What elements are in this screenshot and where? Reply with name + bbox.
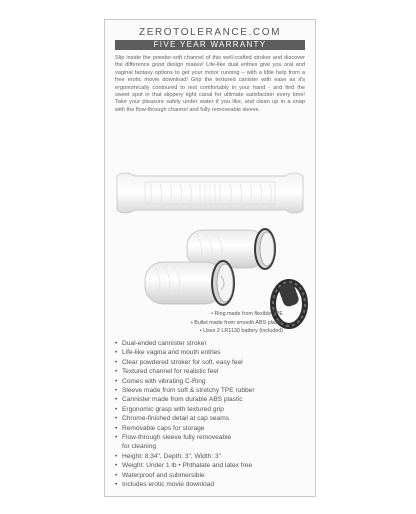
bullet-icon: •: [115, 405, 118, 413]
bullet-icon: •: [115, 358, 118, 366]
bullet-icon: •: [115, 396, 118, 404]
bullet-icon: •: [115, 415, 118, 423]
feature-item: • Clear powdered stroker for soft, easy feel: [115, 358, 243, 366]
feature-item: • Height: 8.34", Depth: 3", Width: 3": [115, 452, 222, 460]
spec-note: • Bullet made from smooth ABS plastic: [190, 319, 283, 326]
feature-item: • Comes with vibrating C-Ring: [115, 377, 206, 385]
product-illustration: [105, 166, 315, 331]
feature-item: • Life-like vagina and mouth entries: [115, 349, 221, 357]
feature-list: [115, 339, 310, 490]
bullet-icon: •: [115, 377, 118, 385]
feature-item: • Sleeve made from soft & stretchy TPE rubber: [115, 387, 255, 395]
canister-illustration-front: [145, 261, 234, 305]
feature-item: • Cannister made from durable ABS plastic: [115, 396, 243, 404]
bullet-icon: •: [115, 368, 118, 376]
bullet-icon: •: [115, 349, 118, 357]
bullet-icon: •: [115, 452, 118, 460]
brand-url: ZEROTOLERANCE.COM: [138, 27, 282, 38]
feature-item: • Weight: Under 1 lb • Phthalate and latex free: [115, 462, 253, 470]
bullet-icon: •: [115, 387, 118, 395]
spec-note: • Ring made from flexible TPE: [211, 311, 283, 317]
bullet-icon: •: [115, 471, 118, 479]
bullet-icon: •: [115, 340, 118, 347]
feature-item: • Textured channel for realistic feel: [115, 368, 219, 376]
accessory-spec-notes: [115, 310, 283, 336]
bullet-icon: •: [115, 481, 118, 489]
package-back-panel: [104, 19, 316, 497]
bullet-icon: •: [115, 462, 118, 470]
feature-item: • Chrome-finished detail at cap seams: [115, 415, 230, 423]
feature-item: • Flow-through sleeve fully removeable: [115, 434, 232, 442]
feature-item: • Includes erotic movie download: [115, 481, 214, 489]
feature-item: • Ergonomic grasp with textured grip: [115, 405, 224, 413]
spec-note: • Uses 2 LR1130 battery (included): [199, 328, 283, 335]
bullet-icon: •: [115, 424, 118, 432]
feature-item: • Dual-ended cannister stroker: [115, 340, 207, 347]
bullet-icon: •: [115, 434, 118, 442]
feature-item-continuation: for cleaning: [122, 443, 157, 451]
warranty-banner: FIVE YEAR WARRANTY: [115, 40, 305, 50]
sleeve-illustration: [117, 173, 303, 213]
product-description: Slip inside the powder-soft channel of this well-crafted stroker and discover the difference good design makes! Life-like dual entries give you oral and vaginal fantasy options to get your motor running – with a little help from a free erotic movie download! Grip the textured canister with ease as it's ergonomically contoured to rest comfortably in your hand - and find the sweet spot in that slippery tight canal for ultimate satisfaction every time! Take your pleasure safely under water if you like, and clean up in a snap with the flow-through channel and fully removeable sleeve.: [115, 55, 305, 113]
feature-item: • Removable caps for storage: [115, 424, 205, 432]
feature-item: • Waterproof and submersible: [115, 471, 205, 479]
